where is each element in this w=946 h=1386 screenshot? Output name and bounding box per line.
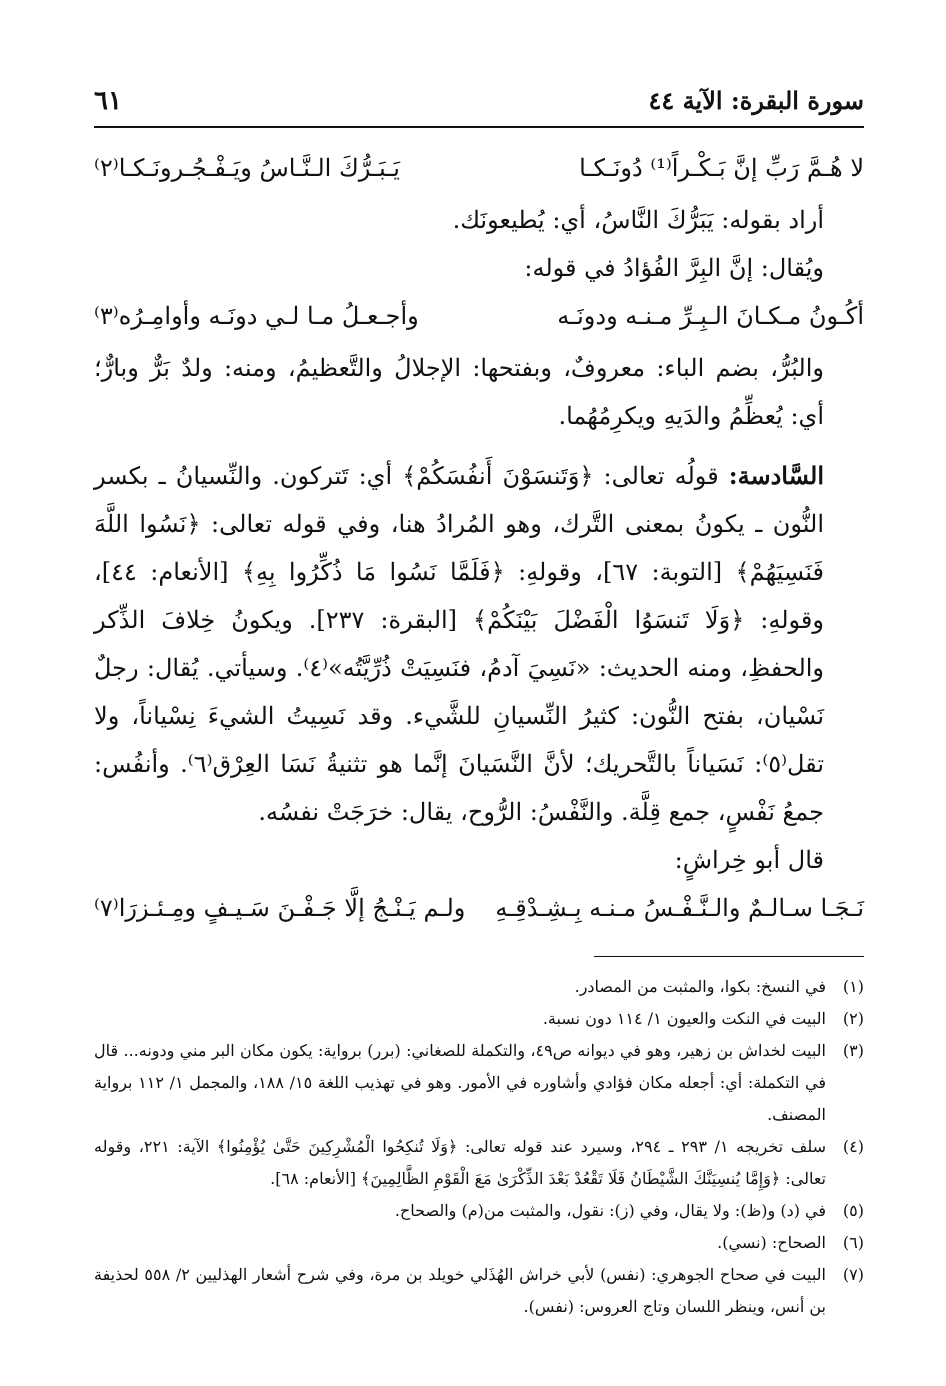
- verse-second-hemistich: ولـم يَـنْـجُ إلَّا جَـفْـنَ سَـيـفٍ ومِـئـزرَا⁽٧⁾: [94, 894, 466, 922]
- footnote: [94, 1003, 864, 1035]
- footnote-number: (١): [842, 977, 864, 996]
- main-text: [94, 144, 864, 932]
- footnote: [94, 1131, 864, 1195]
- footnote-number: (٤): [842, 1137, 864, 1156]
- footnote: [94, 1259, 864, 1323]
- footnote: [94, 1035, 864, 1131]
- header-title: سورة البقرة: الآية ٤٤: [648, 86, 864, 115]
- footnotes: [94, 971, 864, 1323]
- footnote-rule: [594, 956, 864, 957]
- footnote: [94, 1227, 864, 1259]
- paragraph: والبُرُّ، بضم الباء: معروفٌ، وبفتحها: الإجلالُ والتَّعظيمُ، ومنه: ولدٌ بَرٌّ وبارٌّ؛ أي: يُعظِّمُ والدَيهِ ويكرِمُهُما.: [94, 354, 824, 430]
- running-header: [94, 86, 864, 128]
- section-lead: السَّادسة:: [728, 461, 824, 490]
- section-paragraph: [94, 452, 864, 836]
- footnote-text: الصحاح: (نسي).: [717, 1233, 826, 1252]
- footnote: [94, 1195, 864, 1227]
- verse-second-hemistich: يَـبَـرُّكَ الـنَّـاسُ ويَـفْـجُـرونَـكـا⁽٢⁾: [94, 154, 400, 182]
- footnote-text: في النسخ: بكوا، والمثبت من المصادر.: [574, 977, 826, 996]
- verse-line: [94, 292, 864, 340]
- footnote-text: سلف تخريجه ١/ ٢٩٣ ـ ٢٩٤، وسيرد عند قوله تعالى: ﴿وَلَا تُنكِحُوا الْمُشْرِكِينَ حَتَّىٰ يُؤْمِنُوا﴾ الآية: ٢٢١، وقوله تعالى: ﴿وَإِمَّا يُنسِيَنَّكَ الشَّيْطَانُ فَلَا تَقْعُدْ بَعْدَ الذِّكْرَىٰ مَعَ الْقَوْمِ الظَّالِمِينَ﴾ [الأنعام: ٦٨].: [94, 1137, 827, 1188]
- verse-line: [94, 884, 864, 932]
- verse-first-hemistich: نَـجَـا سـالـمٌ والـنَّـفْـسُ مـنـه بِـشِـدْقِـهِ: [495, 894, 864, 922]
- footnote-text: البيت في النكت والعيون ١/ ١١٤ دون نسبة.: [542, 1009, 826, 1028]
- footnote-number: (٦): [842, 1233, 864, 1252]
- verse-second-hemistich: وأجـعـلُ مـا لـي دونَـه وأوامِـرُه⁽٣⁾: [94, 302, 419, 330]
- footnote-number: (٣): [842, 1041, 864, 1060]
- footnote-text: البيت لخداش بن زهير، وهو في ديوانه ص٤٩، والتكملة للصغاني: (برر) برواية: يكون مكان البر مني ودونه... قال في التكملة: أي: أجعله مكان فؤادي وأشاوره في الأمور. وهو في تهذيب اللغة ١٥/ ١٨٨، والمجمل ١/ ١١٢ برواية المصنف.: [94, 1041, 827, 1124]
- section-text: قولُه تعالى: ﴿وَتَنسَوْنَ أَنفُسَكُمْ﴾ أي: تَتركون. والنِّسيانُ ـ بكسر النُّون ـ يكونُ بمعنى التَّرك، وهو المُرادُ هنا، وفي قوله تعالى: ﴿نَسُوا اللَّهَ فَنَسِيَهُمْ﴾ [التوبة: ٦٧]، وقولهِ: ﴿فَلَمَّا نَسُوا مَا ذُكِّرُوا بِهِ﴾ [الأنعام: ٤٤]، وقولهِ: ﴿وَلَا تَنسَوُا الْفَضْلَ بَيْنَكُمْ﴾ [البقرة: ٢٣٧]. ويكونُ خِلافَ الذِّكر والحفظِ، ومنه الحديث: «نَسِيَ آدمُ، فنَسِيَتْ ذُرِّيَّتُه»⁽٤⁾. وسيأتي. يُقال: رجلٌ نَسْيان، بفتح النُّون: كثيرُ النِّسيانِ للشَّيء. وقد نَسِيتُ الشيءَ نِسْياناً، ولا تقل⁽٥⁾: نَسَياناً بالتَّحريك؛ لأنَّ النَّسَيانَ إنَّما هو تثنيةُ نَسَا العِرْق⁽٦⁾. وأنفُس: جمعُ نَفْسٍ، جمع قِلَّة. والنَّفْسُ: الرُّوح، يقال: خرَجَتْ نفسُه.: [94, 462, 825, 826]
- paragraph: أراد بقوله: يَبَرُّكَ النَّاسُ، أي: يُطيعونَك.: [452, 206, 824, 234]
- page-number: ٦١: [94, 86, 122, 116]
- verse-first-hemistich: لا هُـمَّ رَبِّ إنَّ بَـكْـراً⁽¹⁾ دُونَـكـا: [579, 154, 864, 182]
- verse-first-hemistich: أكُـونُ مـكـانَ الـبِـرِّ مـنـه ودونَـه: [557, 302, 864, 330]
- footnote-number: (٧): [842, 1265, 864, 1284]
- footnote-text: البيت في صحاح الجوهري: (نفس) لأبي خراش الهُذَلي خويلد بن مرة، وفي شرح أشعار الهذليين ٢/ ٥٥٨ لحذيفة بن أنس، وينظر اللسان وتاج العروس: (نفس).: [94, 1265, 826, 1316]
- footnote-number: (٥): [842, 1201, 864, 1220]
- verse-line: [94, 144, 864, 192]
- paragraph: ويُقال: إنَّ البِرَّ الفُؤادُ في قوله:: [524, 254, 824, 282]
- footnote-number: (٢): [842, 1009, 864, 1028]
- footnote-text: في (د) و(ظ): ولا يقال، وفي (ز): نقول، والمثبت من(م) والصحاح.: [394, 1201, 826, 1220]
- paragraph: قال أبو خِراشٍ:: [674, 846, 824, 874]
- footnote: [94, 971, 864, 1003]
